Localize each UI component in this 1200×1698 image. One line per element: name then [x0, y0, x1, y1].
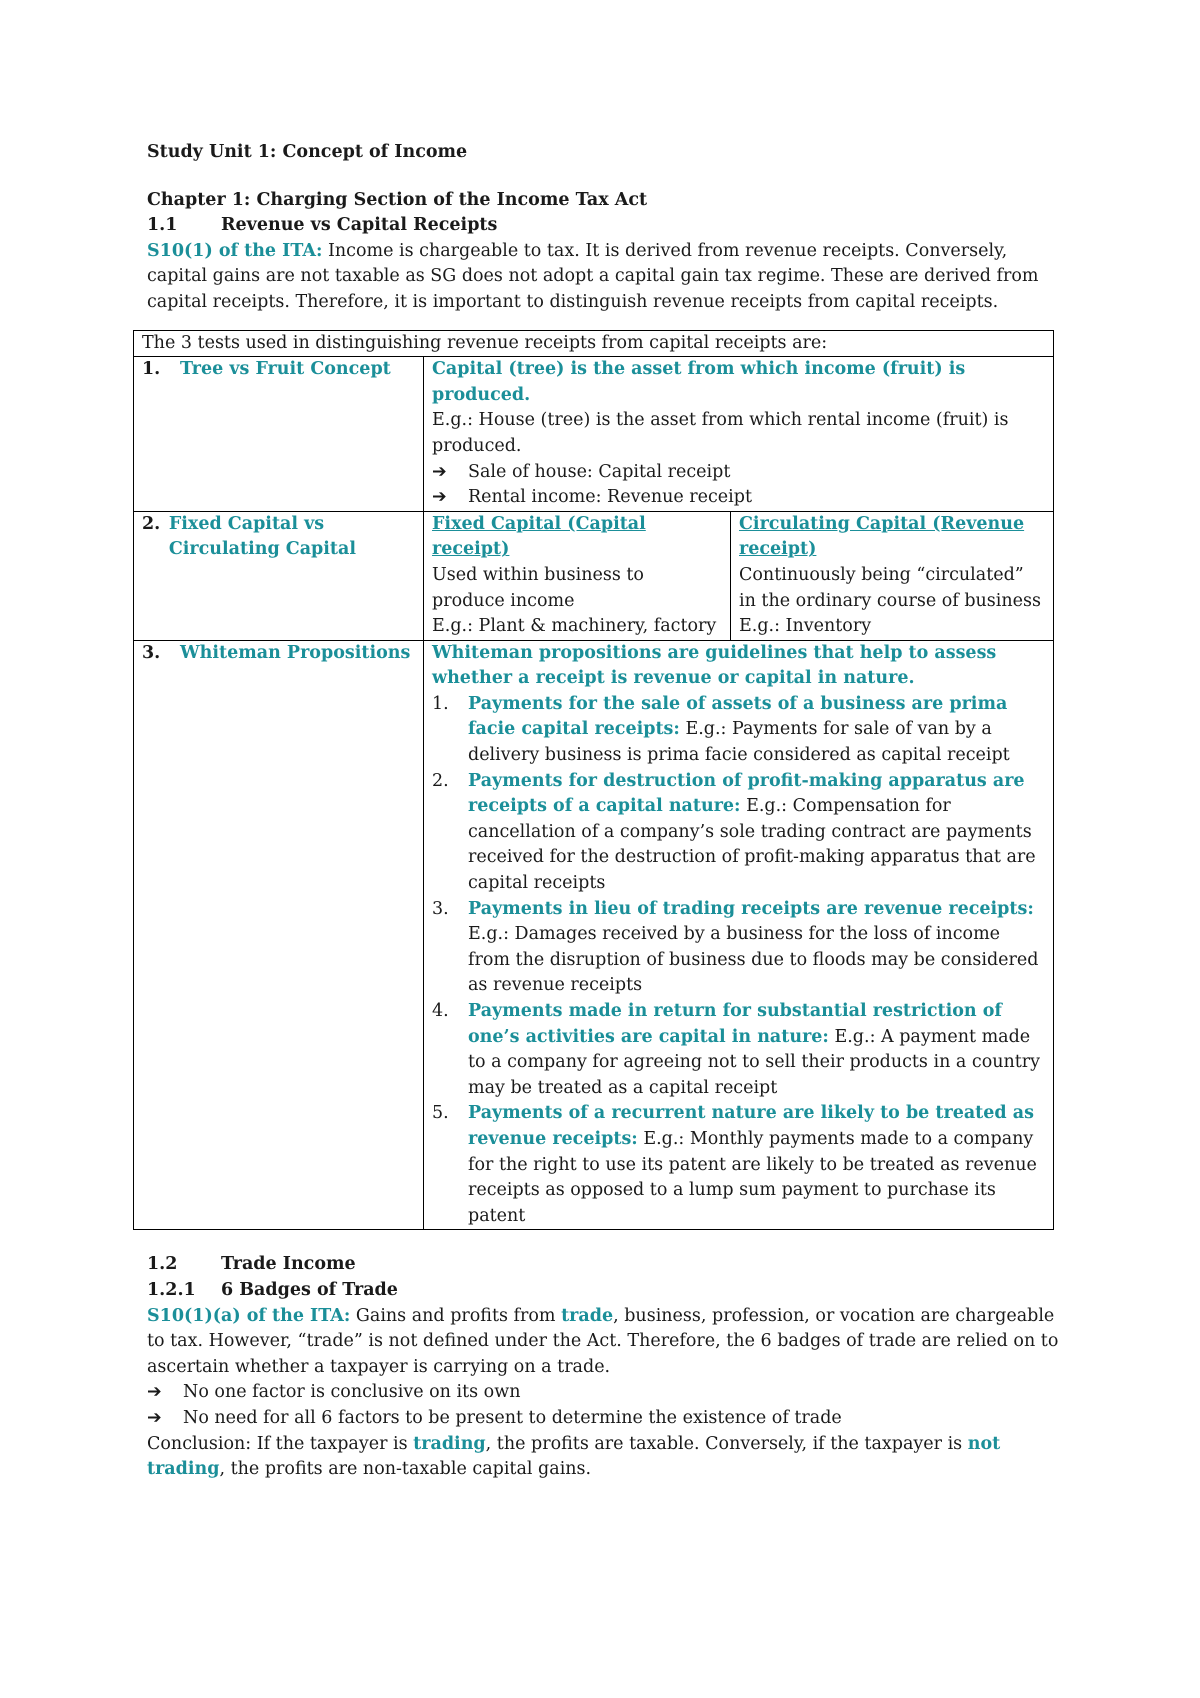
test-lead: Capital (tree) is the asset from which income (fruit) is produced.	[432, 359, 966, 405]
test-detail-cell	[424, 640, 1054, 1230]
item-bold: Payments for destruction of profit-making apparatus are receipts of a capital nature:	[468, 770, 1025, 817]
trade-paragraph	[147, 1304, 1067, 1381]
test-name: Tree vs Fruit Concept	[180, 359, 391, 380]
section-1-1-heading	[147, 213, 1067, 239]
trade-keyword: trade	[561, 1305, 614, 1326]
list-item	[432, 999, 1045, 1101]
table-row	[134, 357, 1054, 512]
item-text: E.g.: Compensation for cancellation of a company’s sole trading contract are payments received for the destruction of profit-making apparatus that are capital receipts	[468, 796, 1036, 894]
statute-reference: S10(1) of the ITA:	[147, 240, 323, 261]
table-row	[134, 511, 1054, 640]
item-number: 5.	[432, 1103, 449, 1124]
arrow-bullet-row	[147, 1406, 1067, 1432]
test-name-cell	[134, 640, 424, 1230]
item-bold: Payments made in return for substantial restriction of one’s activities are capital in nature:	[468, 1001, 1002, 1047]
row-number: 2.	[142, 513, 161, 534]
arrow-bullet: Rental income: Revenue receipt	[468, 487, 752, 508]
list-item	[432, 769, 1045, 897]
trading-keyword: trading	[413, 1433, 486, 1454]
section-title: Revenue vs Capital Receipts	[221, 215, 498, 236]
arrow-bullet-row	[147, 1380, 1067, 1406]
fixed-capital-desc: Used within business to produce income	[432, 564, 644, 611]
circulating-capital-cell	[731, 511, 1054, 640]
not-trading-keyword: not trading	[147, 1433, 1001, 1480]
tests-table	[133, 330, 1054, 1231]
intro-text: Income is chargeable to tax. It is derived from revenue receipts. Conversely, capital gains are not taxable as SG does not adopt a capital gain tax regime. These are derived from capital receipts. Therefore, it is important to distinguish revenue receipts from capital receipts.	[147, 240, 1039, 312]
test-name-cell	[134, 357, 424, 512]
test-name: Fixed Capital vs Circulating Capital	[168, 513, 356, 560]
section-title: Trade Income	[221, 1254, 356, 1275]
arrow-icon: ➔	[147, 1407, 162, 1428]
conclusion-text: Conclusion: If the taxpayer is	[147, 1433, 414, 1454]
circulating-capital-title: Circulating Capital (Revenue receipt)	[739, 513, 1025, 560]
circulating-capital-desc: Continuously being “circulated” in the ordinary course of business	[739, 564, 1041, 611]
fixed-capital-example: E.g.: Plant & machinery, factory	[432, 616, 717, 637]
item-bold: Payments for the sale of assets of a business are prima facie capital receipts:	[468, 693, 1008, 740]
arrow-icon: ➔	[432, 461, 447, 482]
trade-text: , business, profession, or vocation are chargeable to tax. However, “trade” is not defined under the Act. Therefore, the 6 badges of trade are relied on to ascertain whether a taxpayer is carrying on a trade.	[147, 1305, 1059, 1377]
section-title: 6 Badges of Trade	[221, 1279, 398, 1300]
section-number: 1.1	[147, 215, 178, 236]
circulating-capital-example: E.g.: Inventory	[739, 616, 872, 637]
test-detail-cell	[424, 357, 1054, 512]
row-number: 3.	[142, 642, 161, 663]
propositions-list	[432, 692, 1045, 1229]
arrow-icon: ➔	[432, 487, 447, 508]
intro-paragraph	[147, 239, 1067, 316]
section-number: 1.2	[147, 1254, 178, 1275]
section-1-2-1-heading	[147, 1278, 1067, 1304]
item-bold: Payments in lieu of trading receipts are revenue receipts:	[468, 898, 1034, 919]
chapter-title: Chapter 1: Charging Section of the Income Tax Act	[147, 189, 648, 210]
test-example: E.g.: House (tree) is the asset from which rental income (fruit) is produced.	[432, 410, 1009, 456]
item-text: E.g.: Payments for sale of van by a delivery business is prima facie considered as capital receipt	[468, 719, 1010, 766]
table-row	[134, 640, 1054, 1230]
item-text: E.g.: A payment made to a company for agreeing not to sell their products in a country may be treated as a capital receipt	[468, 1026, 1041, 1098]
item-text: E.g.: Monthly payments made to a company for the right to use its patent are likely to be treated as revenue receipts as opposed to a lump sum payment to purchase its patent	[468, 1128, 1037, 1226]
fixed-capital-title: Fixed Capital (Capital receipt)	[432, 513, 646, 560]
list-item	[432, 1101, 1045, 1229]
fixed-capital-cell	[424, 511, 731, 640]
item-number: 3.	[432, 898, 449, 919]
row-number: 1.	[142, 359, 161, 380]
arrow-bullet: No need for all 6 factors to be present to determine the existence of trade	[183, 1407, 842, 1428]
test-name-cell	[134, 511, 424, 640]
table-header: The 3 tests used in distinguishing revenue receipts from capital receipts are:	[134, 330, 1054, 357]
section-number: 1.2.1	[147, 1279, 196, 1300]
arrow-bullet: No one factor is conclusive on its own	[183, 1382, 521, 1403]
conclusion-paragraph	[147, 1432, 1067, 1483]
section-1-2-heading	[147, 1252, 1067, 1278]
test-lead: Whiteman propositions are guidelines that help to assess whether a receipt is revenue or capital in nature.	[432, 642, 997, 689]
statute-reference: S10(1)(a) of the ITA:	[147, 1305, 351, 1326]
conclusion-text: , the profits are taxable. Conversely, if the taxpayer is	[485, 1433, 968, 1454]
arrow-bullet: Sale of house: Capital receipt	[468, 461, 731, 482]
arrow-icon: ➔	[147, 1382, 162, 1403]
item-text: E.g.: Damages received by a business for the loss of income from the disruption of business due to floods may be considered as revenue receipts	[468, 924, 1039, 996]
conclusion-text: , the profits are non-taxable capital gains.	[219, 1459, 592, 1480]
trade-text: Gains and profits from	[350, 1305, 562, 1326]
item-number: 4.	[432, 1001, 449, 1021]
list-item	[432, 897, 1045, 999]
document-page	[142, 140, 1067, 1483]
item-number: 1.	[432, 693, 449, 714]
test-name: Whiteman Propositions	[180, 642, 411, 663]
list-item	[432, 692, 1045, 769]
unit-title: Study Unit 1: Concept of Income	[147, 142, 468, 162]
item-number: 2.	[432, 770, 449, 791]
item-bold: Payments of a recurrent nature are likely to be treated as revenue receipts:	[468, 1103, 1034, 1149]
